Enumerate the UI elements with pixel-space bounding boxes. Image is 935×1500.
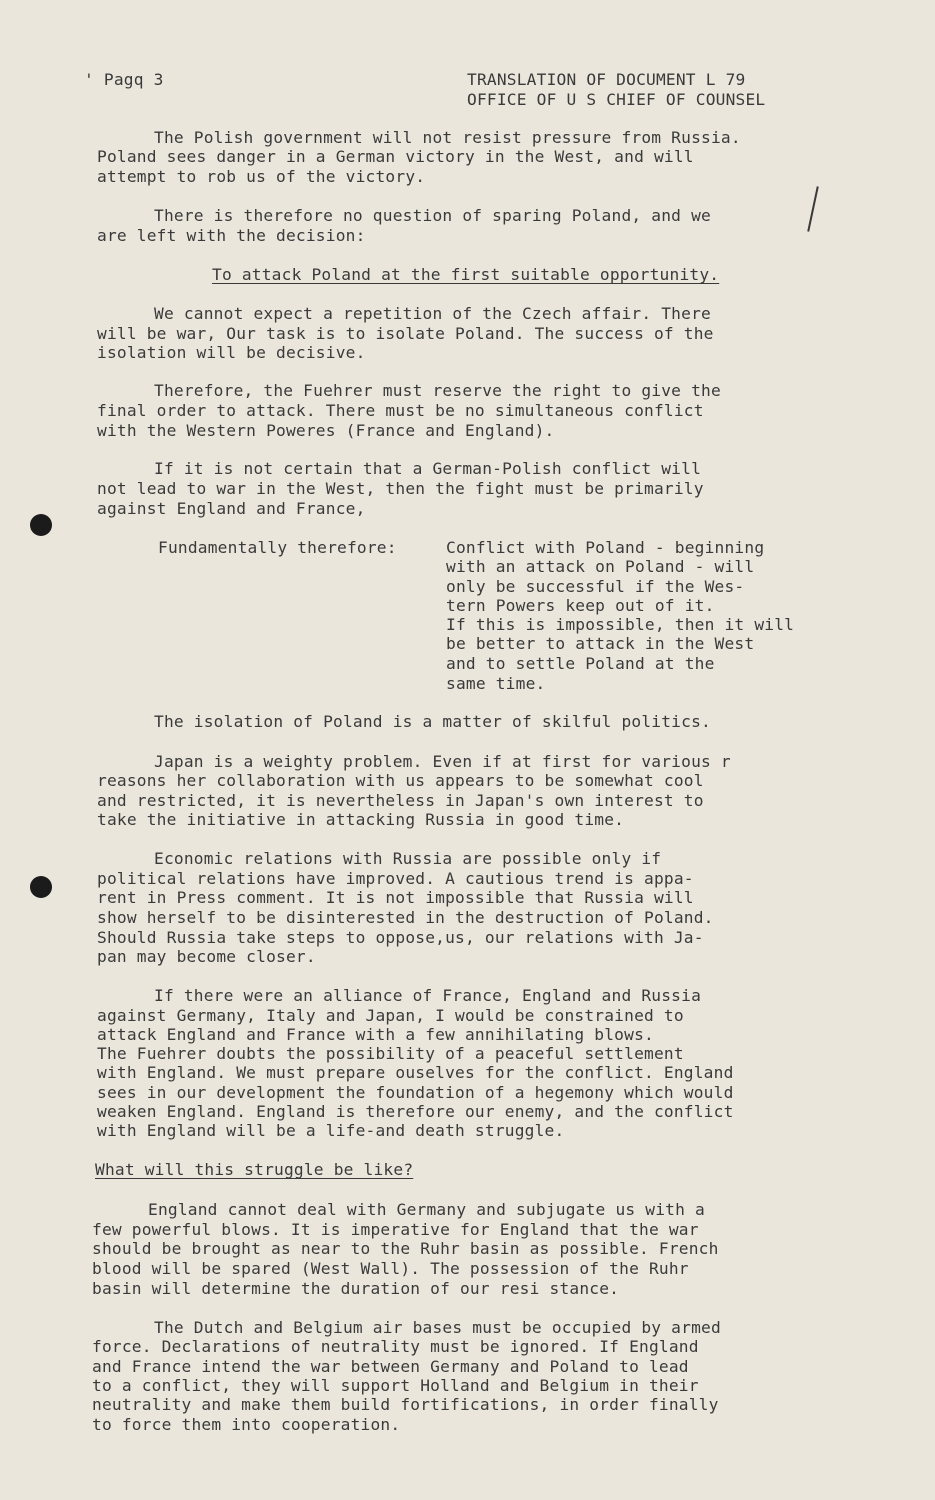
text-line: blood will be spared (West Wall). The possession of the Ruhr xyxy=(92,1259,689,1278)
text-line: Therefore, the Fuehrer must reserve the right to give the xyxy=(154,381,721,400)
decision-heading: To attack Poland at the first suitable opportunity. xyxy=(212,265,720,284)
text-line: sees in our development the foundation of a hegemony which would xyxy=(97,1083,734,1102)
margin-pen-mark xyxy=(807,186,819,231)
text-line: isolation will be decisive. xyxy=(97,343,366,362)
page-number: ' Pagq 3 xyxy=(84,70,164,89)
text-line: The Polish government will not resist pressure from Russia. xyxy=(154,128,741,147)
text-line: pan may become closer. xyxy=(97,947,316,966)
text-line: few powerful blows. It is imperative for England that the war xyxy=(92,1220,699,1239)
text-line: England cannot deal with Germany and subjugate us with a xyxy=(148,1200,705,1219)
struggle-heading: What will this struggle be like? xyxy=(95,1160,414,1179)
text-line: with the Western Poweres (France and England). xyxy=(97,421,555,440)
text-line: should be brought as near to the Ruhr basin as possible. French xyxy=(92,1239,719,1258)
text-line: reasons her collaboration with us appears to be somewhat cool xyxy=(97,771,704,790)
text-line: with England. We must prepare ouselves for the conflict. England xyxy=(97,1063,734,1082)
text-line: political relations have improved. A cautious trend is appa- xyxy=(97,869,694,888)
indented-line: be better to attack in the West xyxy=(446,634,755,653)
text-line: neutrality and make them build fortifications, in order finally xyxy=(92,1395,719,1414)
header-title-line2: OFFICE OF U S CHIEF OF COUNSEL xyxy=(467,90,766,109)
text-line: rent in Press comment. It is not impossible that Russia will xyxy=(97,888,694,907)
text-line: Should Russia take steps to oppose,us, our relations with Ja- xyxy=(97,928,704,947)
text-line: The Dutch and Belgium air bases must be occupied by armed xyxy=(154,1318,721,1337)
text-line: against England and France, xyxy=(97,499,366,518)
text-line: force. Declarations of neutrality must be ignored. If England xyxy=(92,1337,699,1356)
text-line: and restricted, it is nevertheless in Japan's own interest to xyxy=(97,791,704,810)
text-line: Poland sees danger in a German victory in the West, and will xyxy=(97,147,694,166)
indented-line: only be successful if the Wes- xyxy=(446,577,745,596)
text-line: and France intend the war between Germany and Poland to lead xyxy=(92,1357,689,1376)
text-line: The isolation of Poland is a matter of skilful politics. xyxy=(154,712,711,731)
text-line: take the initiative in attacking Russia in good time. xyxy=(97,810,625,829)
indented-line: with an attack on Poland - will xyxy=(446,557,755,576)
text-line: to a conflict, they will support Holland and Belgium in their xyxy=(92,1376,699,1395)
text-line: final order to attack. There must be no simultaneous conflict xyxy=(97,401,704,420)
text-line: will be war, Our task is to isolate Poland. The success of the xyxy=(97,324,714,343)
text-line: If it is not certain that a German-Polish conflict will xyxy=(154,459,702,478)
indented-line: Conflict with Poland - beginning xyxy=(446,538,765,557)
text-line: against Germany, Italy and Japan, I would be constrained to xyxy=(97,1006,684,1025)
text-line: attempt to rob us of the victory. xyxy=(97,167,426,186)
text-line: Economic relations with Russia are possible only if xyxy=(154,849,662,868)
text-line: There is therefore no question of sparing Poland, and we xyxy=(154,206,711,225)
header-title-line1: TRANSLATION OF DOCUMENT L 79 xyxy=(467,70,746,89)
text-line: Japan is a weighty problem. Even if at first for various r xyxy=(154,752,731,771)
indented-line: same time. xyxy=(446,674,546,693)
punch-hole-top xyxy=(30,514,52,536)
indented-line: and to settle Poland at the xyxy=(446,654,715,673)
text-line: If there were an alliance of France, England and Russia xyxy=(154,986,702,1005)
text-line: basin will determine the duration of our resi stance. xyxy=(92,1279,620,1298)
punch-hole-bottom xyxy=(30,876,52,898)
text-line: attack England and France with a few annihilating blows. xyxy=(97,1025,654,1044)
indented-line: If this is impossible, then it will xyxy=(446,615,795,634)
text-line: The Fuehrer doubts the possibility of a peaceful settlement xyxy=(97,1044,684,1063)
text-line: show herself to be disinterested in the destruction of Poland. xyxy=(97,908,714,927)
text-line: We cannot expect a repetition of the Czech affair. There xyxy=(154,304,711,323)
text-line: not lead to war in the West, then the fight must be primarily xyxy=(97,479,704,498)
text-line: Fundamentally therefore: xyxy=(158,538,397,557)
text-line: are left with the decision: xyxy=(97,226,366,245)
text-line: with England will be a life-and death struggle. xyxy=(97,1121,565,1140)
text-line: to force them into cooperation. xyxy=(92,1415,401,1434)
text-line: weaken England. England is therefore our enemy, and the conflict xyxy=(97,1102,734,1121)
indented-line: tern Powers keep out of it. xyxy=(446,596,715,615)
